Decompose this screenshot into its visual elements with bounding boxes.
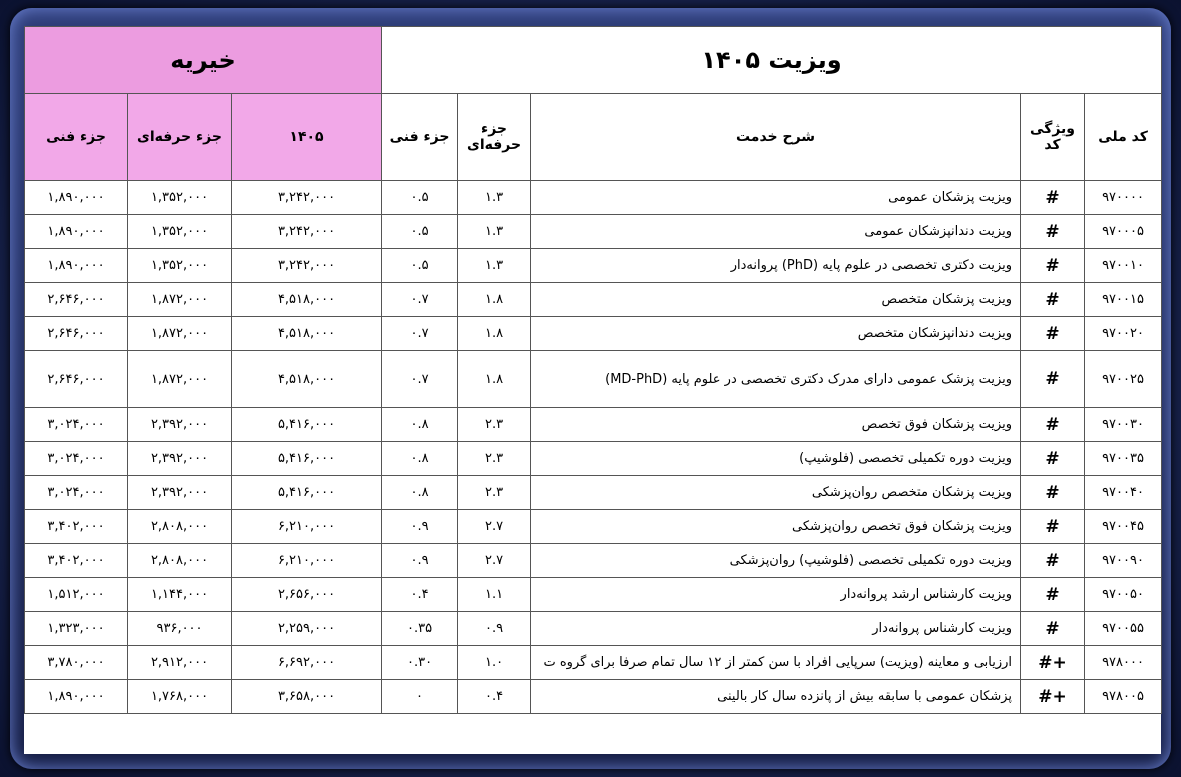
service-description-cell: پزشکان عمومی با سابقه بیش از پانزده سال کار بالینی (531, 680, 1021, 714)
charity-1405-cell: ۴,۵۱۸,۰۰۰ (232, 351, 382, 408)
charity-1405-cell: ۲,۶۵۶,۰۰۰ (232, 578, 382, 612)
table-row (25, 181, 1162, 215)
service-description-cell: ویزیت پزشکان متخصص (531, 283, 1021, 317)
professional-part-cell: ۱.۳ (458, 249, 531, 283)
national-code-cell: ۹۷۰۰۹۰ (1085, 544, 1162, 578)
col-header-description: شرح خدمت (531, 94, 1021, 181)
charity-professional-cell: ۲,۸۰۸,۰۰۰ (128, 510, 232, 544)
professional-part-cell: ۲.۷ (458, 544, 531, 578)
charity-1405-cell: ۳,۲۴۲,۰۰۰ (232, 215, 382, 249)
code-feature-cell: # (1021, 317, 1085, 351)
professional-part-cell: ۰.۴ (458, 680, 531, 714)
charity-1405-cell: ۲,۲۵۹,۰۰۰ (232, 612, 382, 646)
tariff-sheet (24, 26, 1161, 754)
charity-1405-cell: ۵,۴۱۶,۰۰۰ (232, 442, 382, 476)
main-title: ویزیت ۱۴۰۵ (382, 27, 1162, 94)
charity-1405-cell: ۶,۶۹۲,۰۰۰ (232, 646, 382, 680)
technical-part-cell: ۰.۷ (382, 317, 458, 351)
code-feature-cell: +# (1021, 646, 1085, 680)
charity-title: خیریه (25, 27, 382, 94)
charity-1405-cell: ۶,۲۱۰,۰۰۰ (232, 544, 382, 578)
national-code-cell: ۹۷۰۰۰۰ (1085, 181, 1162, 215)
service-description-cell: ویزیت دوره تکمیلی تخصصی (فلوشیپ) (531, 442, 1021, 476)
professional-part-cell: ۲.۷ (458, 510, 531, 544)
charity-technical-cell: ۱,۸۹۰,۰۰۰ (25, 181, 128, 215)
charity-technical-cell: ۲,۶۴۶,۰۰۰ (25, 351, 128, 408)
code-feature-cell: +# (1021, 680, 1085, 714)
code-feature-cell: # (1021, 510, 1085, 544)
professional-part-cell: ۲.۳ (458, 476, 531, 510)
code-feature-cell: # (1021, 612, 1085, 646)
col-header-charity-1405: ۱۴۰۵ (232, 94, 382, 181)
code-feature-cell: # (1021, 544, 1085, 578)
national-code-cell: ۹۷۰۰۵۵ (1085, 612, 1162, 646)
charity-technical-cell: ۳,۰۲۴,۰۰۰ (25, 442, 128, 476)
col-header-code: کد ملی (1085, 94, 1162, 181)
national-code-cell: ۹۷۰۰۵۰ (1085, 578, 1162, 612)
charity-professional-cell: ۱,۳۵۲,۰۰۰ (128, 215, 232, 249)
charity-technical-cell: ۳,۷۸۰,۰۰۰ (25, 646, 128, 680)
col-header-professional: جزء حرفه‌ای (458, 94, 531, 181)
national-code-cell: ۹۷۰۰۱۰ (1085, 249, 1162, 283)
professional-part-cell: ۰.۹ (458, 612, 531, 646)
charity-professional-cell: ۱,۸۷۲,۰۰۰ (128, 283, 232, 317)
charity-professional-cell: ۲,۳۹۲,۰۰۰ (128, 442, 232, 476)
charity-technical-cell: ۳,۴۰۲,۰۰۰ (25, 544, 128, 578)
table-row (25, 646, 1162, 680)
table-row (25, 510, 1162, 544)
charity-technical-cell: ۱,۸۹۰,۰۰۰ (25, 215, 128, 249)
visit-tariff-table (24, 26, 1162, 714)
national-code-cell: ۹۷۸۰۰۰ (1085, 646, 1162, 680)
national-code-cell: ۹۷۰۰۳۵ (1085, 442, 1162, 476)
service-description-cell: ویزیت پزشکان عمومی (531, 181, 1021, 215)
code-feature-cell: # (1021, 476, 1085, 510)
charity-1405-cell: ۵,۴۱۶,۰۰۰ (232, 476, 382, 510)
service-description-cell: ویزیت کارشناس ارشد پروانه‌دار (531, 578, 1021, 612)
charity-professional-cell: ۲,۳۹۲,۰۰۰ (128, 476, 232, 510)
service-description-cell: ویزیت دندانپزشکان متخصص (531, 317, 1021, 351)
table-row (25, 544, 1162, 578)
charity-professional-cell: ۲,۳۹۲,۰۰۰ (128, 408, 232, 442)
professional-part-cell: ۲.۳ (458, 442, 531, 476)
technical-part-cell: ۰.۵ (382, 181, 458, 215)
charity-technical-cell: ۳,۴۰۲,۰۰۰ (25, 510, 128, 544)
technical-part-cell: ۰.۵ (382, 215, 458, 249)
charity-technical-cell: ۲,۶۴۶,۰۰۰ (25, 317, 128, 351)
technical-part-cell: ۰.۷ (382, 351, 458, 408)
table-row (25, 317, 1162, 351)
national-code-cell: ۹۷۰۰۲۵ (1085, 351, 1162, 408)
service-description-cell: ویزیت دوره تکمیلی تخصصی (فلوشیپ) روان‌پزشکی (531, 544, 1021, 578)
technical-part-cell: ۰.۳۵ (382, 612, 458, 646)
code-feature-cell: # (1021, 578, 1085, 612)
technical-part-cell: ۰.۹ (382, 510, 458, 544)
technical-part-cell: ۰.۴ (382, 578, 458, 612)
charity-1405-cell: ۴,۵۱۸,۰۰۰ (232, 317, 382, 351)
national-code-cell: ۹۷۰۰۰۵ (1085, 215, 1162, 249)
service-description-cell: ویزیت دکتری تخصصی در علوم پایه (PhD) پروانه‌دار (531, 249, 1021, 283)
table-row (25, 283, 1162, 317)
service-description-cell: ویزیت کارشناس پروانه‌دار (531, 612, 1021, 646)
code-feature-cell: # (1021, 351, 1085, 408)
national-code-cell: ۹۷۰۰۲۰ (1085, 317, 1162, 351)
code-feature-cell: # (1021, 181, 1085, 215)
code-feature-cell: # (1021, 442, 1085, 476)
table-row (25, 351, 1162, 408)
code-feature-cell: # (1021, 249, 1085, 283)
charity-professional-cell: ۱,۳۵۲,۰۰۰ (128, 249, 232, 283)
code-feature-cell: # (1021, 408, 1085, 442)
national-code-cell: ۹۷۸۰۰۵ (1085, 680, 1162, 714)
table-row (25, 442, 1162, 476)
service-description-cell: ویزیت پزشکان فوق تخصص (531, 408, 1021, 442)
table-row (25, 680, 1162, 714)
table-row (25, 408, 1162, 442)
charity-1405-cell: ۳,۶۵۸,۰۰۰ (232, 680, 382, 714)
charity-1405-cell: ۶,۲۱۰,۰۰۰ (232, 510, 382, 544)
service-description-cell: ویزیت دندانپزشکان عمومی (531, 215, 1021, 249)
charity-1405-cell: ۳,۲۴۲,۰۰۰ (232, 181, 382, 215)
professional-part-cell: ۱.۸ (458, 317, 531, 351)
technical-part-cell: ۰.۸ (382, 476, 458, 510)
technical-part-cell: ۰.۸ (382, 442, 458, 476)
service-description-cell: ویزیت پزشکان فوق تخصص روان‌پزشکی (531, 510, 1021, 544)
technical-part-cell: ۰.۳۰ (382, 646, 458, 680)
code-feature-cell: # (1021, 215, 1085, 249)
table-row (25, 578, 1162, 612)
charity-professional-cell: ۹۳۶,۰۰۰ (128, 612, 232, 646)
charity-professional-cell: ۱,۸۷۲,۰۰۰ (128, 317, 232, 351)
service-description-cell: ویزیت پزشکان متخصص روان‌پزشکی (531, 476, 1021, 510)
charity-1405-cell: ۳,۲۴۲,۰۰۰ (232, 249, 382, 283)
charity-technical-cell: ۱,۵۱۲,۰۰۰ (25, 578, 128, 612)
charity-professional-cell: ۲,۹۱۲,۰۰۰ (128, 646, 232, 680)
national-code-cell: ۹۷۰۰۴۵ (1085, 510, 1162, 544)
professional-part-cell: ۱.۱ (458, 578, 531, 612)
col-header-charity-professional: جزء حرفه‌ای (128, 94, 232, 181)
code-feature-cell: # (1021, 283, 1085, 317)
charity-technical-cell: ۳,۰۲۴,۰۰۰ (25, 476, 128, 510)
technical-part-cell: ۰ (382, 680, 458, 714)
col-header-charity-technical: جزء فنی (25, 94, 128, 181)
professional-part-cell: ۱.۳ (458, 215, 531, 249)
technical-part-cell: ۰.۵ (382, 249, 458, 283)
charity-technical-cell: ۲,۶۴۶,۰۰۰ (25, 283, 128, 317)
charity-professional-cell: ۱,۳۵۲,۰۰۰ (128, 181, 232, 215)
service-description-cell: ویزیت پزشک عمومی دارای مدرک دکتری تخصصی در علوم پایه (MD-PhD) (531, 351, 1021, 408)
charity-technical-cell: ۳,۰۲۴,۰۰۰ (25, 408, 128, 442)
table-row (25, 476, 1162, 510)
table-row (25, 249, 1162, 283)
col-header-technical: جزء فنی (382, 94, 458, 181)
charity-technical-cell: ۱,۸۹۰,۰۰۰ (25, 680, 128, 714)
professional-part-cell: ۱.۸ (458, 351, 531, 408)
charity-professional-cell: ۱,۷۶۸,۰۰۰ (128, 680, 232, 714)
charity-professional-cell: ۲,۸۰۸,۰۰۰ (128, 544, 232, 578)
national-code-cell: ۹۷۰۰۱۵ (1085, 283, 1162, 317)
charity-professional-cell: ۱,۱۴۴,۰۰۰ (128, 578, 232, 612)
col-header-feature: ویژگی کد (1021, 94, 1085, 181)
technical-part-cell: ۰.۸ (382, 408, 458, 442)
technical-part-cell: ۰.۹ (382, 544, 458, 578)
professional-part-cell: ۱.۰ (458, 646, 531, 680)
charity-technical-cell: ۱,۸۹۰,۰۰۰ (25, 249, 128, 283)
table-row (25, 215, 1162, 249)
professional-part-cell: ۲.۳ (458, 408, 531, 442)
technical-part-cell: ۰.۷ (382, 283, 458, 317)
service-description-cell: ارزیابی و معاینه (ویزیت) سرپایی افراد با سن کمتر از ۱۲ سال تمام صرفا برای گروه ت (531, 646, 1021, 680)
charity-professional-cell: ۱,۸۷۲,۰۰۰ (128, 351, 232, 408)
professional-part-cell: ۱.۳ (458, 181, 531, 215)
charity-technical-cell: ۱,۳۲۳,۰۰۰ (25, 612, 128, 646)
table-row (25, 612, 1162, 646)
charity-1405-cell: ۵,۴۱۶,۰۰۰ (232, 408, 382, 442)
professional-part-cell: ۱.۸ (458, 283, 531, 317)
charity-1405-cell: ۴,۵۱۸,۰۰۰ (232, 283, 382, 317)
national-code-cell: ۹۷۰۰۳۰ (1085, 408, 1162, 442)
national-code-cell: ۹۷۰۰۴۰ (1085, 476, 1162, 510)
